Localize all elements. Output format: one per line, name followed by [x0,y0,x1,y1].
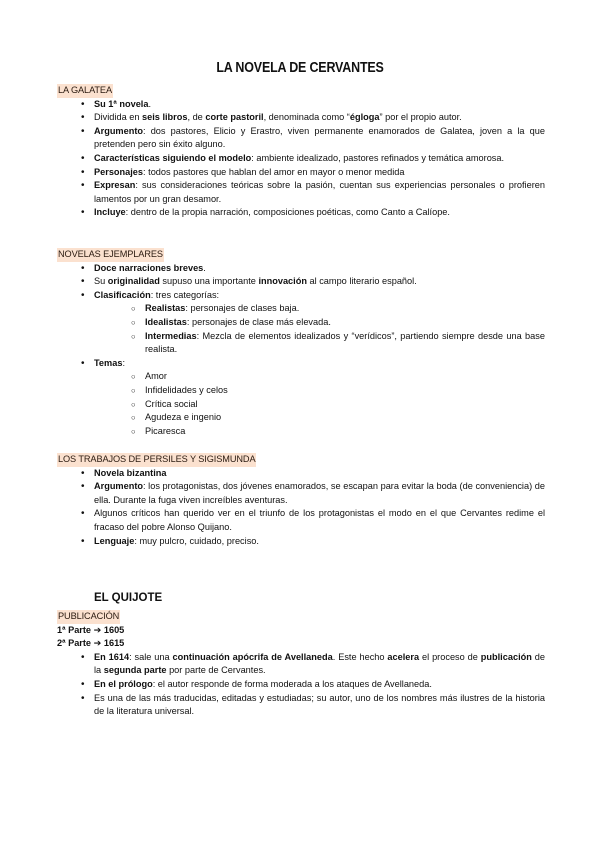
list-item: • Dividida en seis libros, de corte pastoril, denominada como “égloga” por el propio autor. [57,111,545,125]
section-heading-publicacion: PUBLICACIÓN [57,610,120,624]
list-item: • Clasificación: tres categorías: ○ Realistas: personajes de clases baja. ○ Idealistas: personajes de clase más elevada. ○ Intermedias: Mezcla de elementos idealizados y “verídicos”, partiendo siempre desde una base realista. [57,289,545,357]
sub-list-item: ○ Realistas: personajes de clases baja. [131,302,545,316]
section-heading-ejemplares: NOVELAS EJEMPLARES [57,248,164,262]
section-galatea [57,84,545,220]
clasificacion-list [94,302,545,356]
sub-list-item: ○ Amor [131,370,545,384]
list-item: • Temas: ○ Amor ○ Infidelidades y celos ○ Crítica social ○ Agudeza e ingenio ○ Picaresca [57,357,545,439]
list-item: • Algunos críticos han querido ver en el triunfo de los protagonistas el modo en el que Cervantes redime el fracaso del pobre Alonso Quijano. [57,507,545,534]
list-item: • Argumento: los protagonistas, dos jóvenes enamorados, se escapan para evitar la boda (de conveniencia) de ella. Durante la fuga viven increíbles aventuras. [57,480,545,507]
section-heading-galatea: LA GALATEA [57,84,113,98]
quijote-title: EL QUIJOTE [94,592,163,604]
list-item: • Su 1ª novela. [57,98,545,112]
sub-list-item: ○ Crítica social [131,398,545,412]
section-quijote [57,610,545,719]
parte-1: 1ª Parte ➔ 1605 [57,624,125,635]
temas-list [94,370,545,438]
list-item: • Expresan: sus consideraciones teóricas sobre la pasión, cuentan sus experiencias personales o profieren lamentos por un gran desamor. [57,179,545,206]
sub-list-item: ○ Intermedias: Mezcla de elementos idealizados y “verídicos”, partiendo siempre desde una base realista. [131,330,545,357]
list-item: • Personajes: todos pastores que hablan del amor en mayor o menor medida [57,166,545,180]
page-title: LA NOVELA DE CERVANTES [216,60,384,76]
list-item: • En el prólogo: el autor responde de forma moderada a los ataques de Avellaneda. [57,678,545,692]
list-item: • Doce narraciones breves. [57,262,545,276]
list-item: • Incluye: dentro de la propia narración, composiciones poéticas, como Canto a Calíope. [57,206,545,220]
list-item: • Es una de las más traducidas, editadas y estudiadas; su autor, uno de los nombres más ilustres de la historia de la literatura universal. [57,692,545,719]
sub-list-item: ○ Agudeza e ingenio [131,411,545,425]
quijote-list [57,651,545,719]
persiles-list [57,467,545,549]
section-ejemplares [57,248,545,438]
list-item: • Lenguaje: muy pulcro, cuidado, preciso. [57,535,545,549]
sub-list-item: ○ Picaresca [131,425,545,439]
ejemplares-list [57,262,545,439]
section-heading-persiles: LOS TRABAJOS DE PERSILES Y SIGISMUNDA [57,453,256,467]
list-item: • Características siguiendo el modelo: ambiente idealizado, pastores refinados y temática amorosa. [57,152,545,166]
list-item: • Novela bizantina [57,467,545,481]
sub-list-item: ○ Idealistas: personajes de clase más elevada. [131,316,545,330]
list-item: • En 1614: sale una continuación apócrifa de Avellaneda. Este hecho acelera el proceso de publicación de la segunda parte por parte de Cervantes. [57,651,545,678]
list-item: • Argumento: dos pastores, Elicio y Erastro, viven permanente enamorados de Galatea, joven a la que pretenden pero sin éxito alguno. [57,125,545,152]
parte-2: 2ª Parte ➔ 1615 [57,638,125,649]
galatea-list [57,98,545,220]
section-persiles [57,453,545,548]
list-item: • Su originalidad supuso una importante innovación al campo literario español. [57,275,545,289]
sub-list-item: ○ Infidelidades y celos [131,384,545,398]
